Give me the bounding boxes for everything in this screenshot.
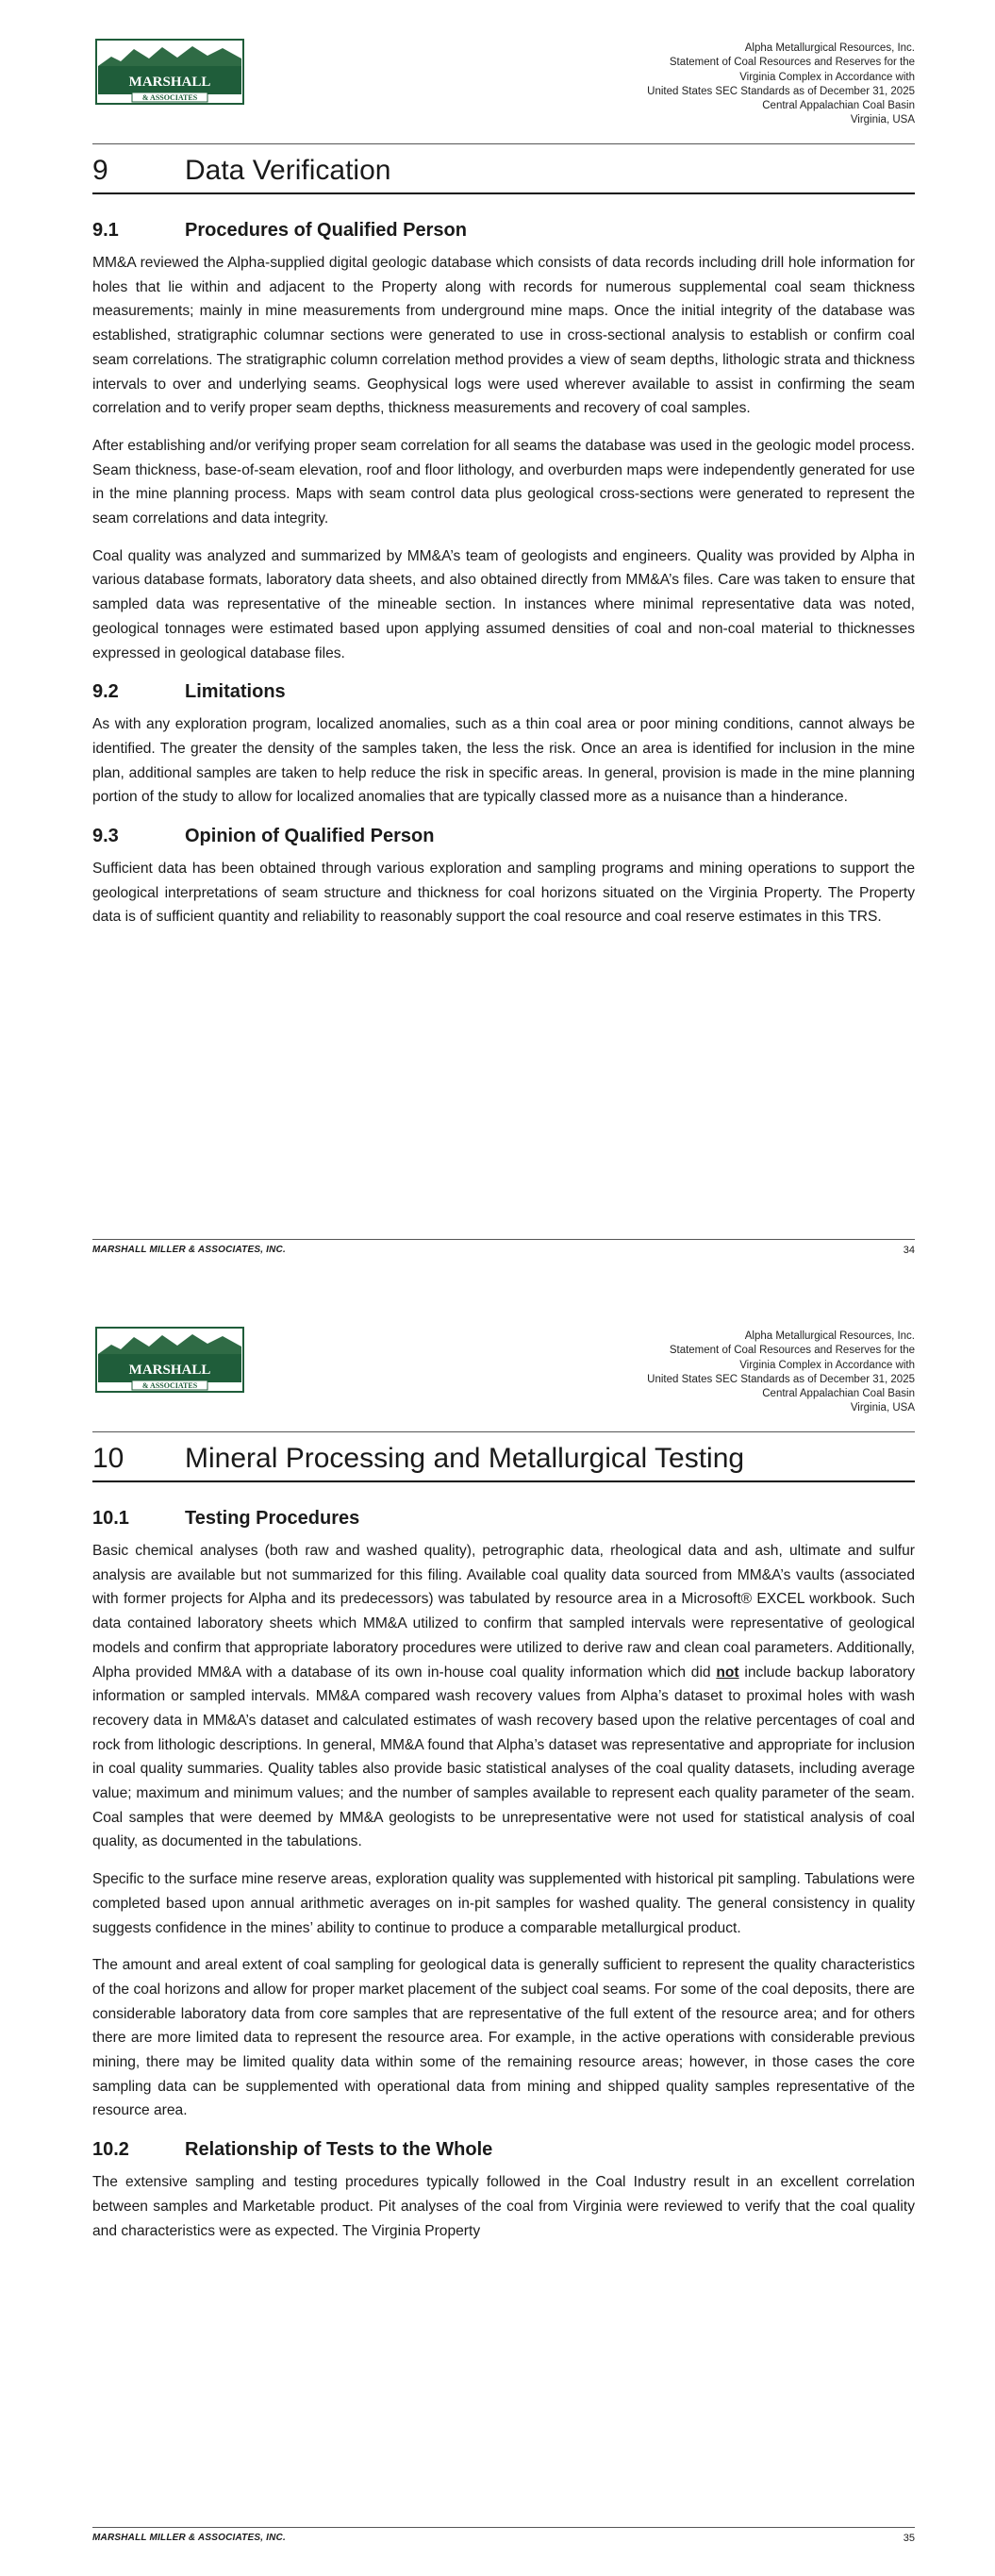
header-line-6: Virginia, USA bbox=[850, 114, 915, 126]
emphasis-not: not bbox=[716, 1664, 739, 1681]
page-number: 34 bbox=[903, 1245, 915, 1256]
header-line-2: Statement of Coal Resources and Reserves for the bbox=[669, 57, 915, 69]
svg-text:MARSHALL: MARSHALL bbox=[128, 75, 211, 90]
chapter-heading bbox=[92, 149, 915, 194]
header-line-4: United States SEC Standards as of December 31, 2025 bbox=[647, 1373, 915, 1385]
paragraph: As with any exploration program, localized anomalies, such as a thin coal area or poor mining conditions, cannot always be identified. The greater the density of the samples taken, the less the risk. Once an area is identified for inclusion in the mine plan, additional samples are taken to help reduce the risk in specific areas. In general, provision is made in the mine planning portion of the study to allow for localized anomalies that are typically classed more as a nuisance than a hinderance. bbox=[92, 716, 915, 806]
section-title: Limitations bbox=[185, 681, 286, 703]
paragraph: After establishing and/or verifying proper seam correlation for all seams the database was used in the geologic model process. Seam thickness, base-of-seam elevation, roof and floor lithology, and overburden maps were independently generated for use in the mine planning process. Maps with seam control data plus geological cross-sections were generated to represent the seam correlations and data integrity. bbox=[92, 437, 915, 527]
section-heading bbox=[92, 678, 915, 705]
chapter-title: Data Verification bbox=[185, 155, 391, 186]
section-number: 10.2 bbox=[92, 2139, 129, 2161]
page-number: 35 bbox=[903, 2533, 915, 2544]
section-heading bbox=[92, 1505, 915, 1531]
footer-firm-name: MARSHALL MILLER & ASSOCIATES, INC. bbox=[92, 1245, 286, 1255]
section-number: 9.3 bbox=[92, 826, 119, 847]
header-company: Alpha Metallurgical Resources, Inc. bbox=[744, 42, 915, 54]
page-body bbox=[92, 217, 915, 943]
report-header bbox=[647, 42, 915, 128]
report-header bbox=[647, 1330, 915, 1416]
header-line-3: Virginia Complex in Accordance with bbox=[739, 71, 915, 83]
paragraph: Coal quality was analyzed and summarized by MM&A’s team of geologists and engineers. Quality was provided by Alpha in various database formats, laboratory data sheets, and also obtained directly from MM&A’s files. Care was taken to ensure that sampled data was representative of the mineable section. In instances where minimal representative data was noted, geological tonnages were estimated based upon applying assumed densities of coal and non-coal material to thicknesses expressed in geological database files. bbox=[92, 547, 915, 661]
page-body bbox=[92, 1505, 915, 2256]
chapter-heading bbox=[92, 1437, 915, 1482]
paragraph: Sufficient data has been obtained through various exploration and sampling programs and mining operations to support the geological interpretations of seam structure and thickness for coal horizons situated on the Virginia Property. The Property data is of sufficient quantity and reliability to reasonably support the coal resource and coal reserve estimates in this TRS. bbox=[92, 861, 915, 926]
section-title: Opinion of Qualified Person bbox=[185, 826, 435, 847]
chapter-title: Mineral Processing and Metallurgical Testing bbox=[185, 1443, 745, 1474]
section-number: 10.1 bbox=[92, 1508, 129, 1529]
footer-divider bbox=[92, 2527, 915, 2528]
svg-text:MARSHALL: MARSHALL bbox=[128, 1363, 211, 1378]
paragraph: MM&A reviewed the Alpha-supplied digital geologic database which consists of data records including drill hole information for holes that lie within and adjacent to the Property along with records for numerous supplemental coal seam thickness measurements; mainly in mine measurements from underground mine maps. Once the initial integrity of the database was established, stratigraphic columnar sections were generated to use in cross-sectional analysis to establish or confirm coal seam correlations. The stratigraphic column correlation method provides a view of seam depths, lithologic strata and thickness intervals to over and underlying seams. Geophysical logs were used wherever available to assist in confirming the seam correlation and to verify proper seam depths, thickness measurements and recovery of coal samples. bbox=[92, 255, 915, 417]
paragraph: Specific to the surface mine reserve areas, exploration quality was supplemented with historical pit sampling. Tabulations were completed based upon annual arithmetic averages on in-pit samples for washed quality. The general consistency in quality suggests confidence in the mines’ ability to continue to produce a comparable metallurgical product. bbox=[92, 1871, 915, 1936]
chapter-number: 9 bbox=[92, 155, 108, 186]
header-line-6: Virginia, USA bbox=[850, 1402, 915, 1414]
page-35 bbox=[0, 1288, 995, 2576]
chapter-number: 10 bbox=[92, 1443, 124, 1474]
header-line-5: Central Appalachian Coal Basin bbox=[762, 1388, 915, 1400]
svg-text:& ASSOCIATES: & ASSOCIATES bbox=[141, 93, 198, 102]
header-divider bbox=[92, 143, 915, 144]
paragraph-text: include backup laboratory information or sampled intervals. MM&A compared wash recovery values from Alpha’s dataset to proximal holes with wash recovery data in MM&A’s dataset and calculated estimates of wash recovery based upon the relative percentages of coal and rock from lithologic descriptions. In general, MM&A found that Alpha’s dataset was representative and appropriate for inclusion in coal quality summaries. Quality tables also provide basic statistical analyses of the coal quality datasets, including average value; maximum and minimum values; and the number of samples available to represent each quality parameter of the seam. Coal samples that were deemed by MM&A geologists to be unrepresentative were not used for statistical analysis of coal quality, as documented in the tabulations. bbox=[92, 1664, 915, 1850]
header-company: Alpha Metallurgical Resources, Inc. bbox=[744, 1330, 915, 1342]
footer-divider bbox=[92, 1239, 915, 1240]
svg-text:& ASSOCIATES: & ASSOCIATES bbox=[141, 1381, 198, 1390]
header-line-2: Statement of Coal Resources and Reserves for the bbox=[669, 1345, 915, 1357]
section-number: 9.1 bbox=[92, 220, 119, 241]
header-divider bbox=[92, 1431, 915, 1432]
header-line-5: Central Appalachian Coal Basin bbox=[762, 100, 915, 112]
section-heading bbox=[92, 2136, 915, 2163]
footer-firm-name: MARSHALL MILLER & ASSOCIATES, INC. bbox=[92, 2533, 286, 2543]
section-heading bbox=[92, 823, 915, 849]
section-title: Procedures of Qualified Person bbox=[185, 220, 467, 241]
section-number: 9.2 bbox=[92, 681, 119, 703]
header-line-4: United States SEC Standards as of December 31, 2025 bbox=[647, 85, 915, 97]
section-heading bbox=[92, 217, 915, 243]
header-line-3: Virginia Complex in Accordance with bbox=[739, 1359, 915, 1371]
paragraph bbox=[92, 1539, 915, 1854]
marshall-miller-logo bbox=[94, 38, 245, 106]
paragraph-text: Basic chemical analyses (both raw and washed quality), petrographic data, rheological data and ash, ultimate and sulfur analysis are available but not summarized for this filing. Available coal quality data sourced from MM&A’s vaults (associated with former projects for Alpha and its predecessors) was tabulated by resource area in a Microsoft® EXCEL workbook. Such data contained laboratory sheets which MM&A utilized to confirm that sampled intervals were representative of geological models and confirm that appropriate laboratory procedures were utilized to derive raw and clean coal parameters. Additionally, Alpha provided MM&A with a database of its own in-house coal quality information which did bbox=[92, 1543, 915, 1681]
paragraph: The amount and areal extent of coal sampling for geological data is generally sufficient to represent the quality characteristics of the coal horizons and allow for proper market placement of the subject coal seams. For some of the coal deposits, there are considerable laboratory data from core samples that are representative of the full extent of the resource area; and for others there are more limited data to represent the resource area. For example, in the active operations with considerable previous mining, there may be limited quality data within some of the remaining resource areas; however, in those cases the core sampling data can be supplemented with operational data from mining and shipped quality samples representative of the resource area. bbox=[92, 1957, 915, 2119]
paragraph: The extensive sampling and testing procedures typically followed in the Coal Industry result in an excellent correlation between samples and Marketable product. Pit analyses of the coal from Virginia were reviewed to verify that the coal quality and characteristics were as expected. The Virginia Property bbox=[92, 2174, 915, 2239]
marshall-miller-logo bbox=[94, 1326, 245, 1394]
section-title: Testing Procedures bbox=[185, 1508, 360, 1529]
section-title: Relationship of Tests to the Whole bbox=[185, 2139, 493, 2161]
